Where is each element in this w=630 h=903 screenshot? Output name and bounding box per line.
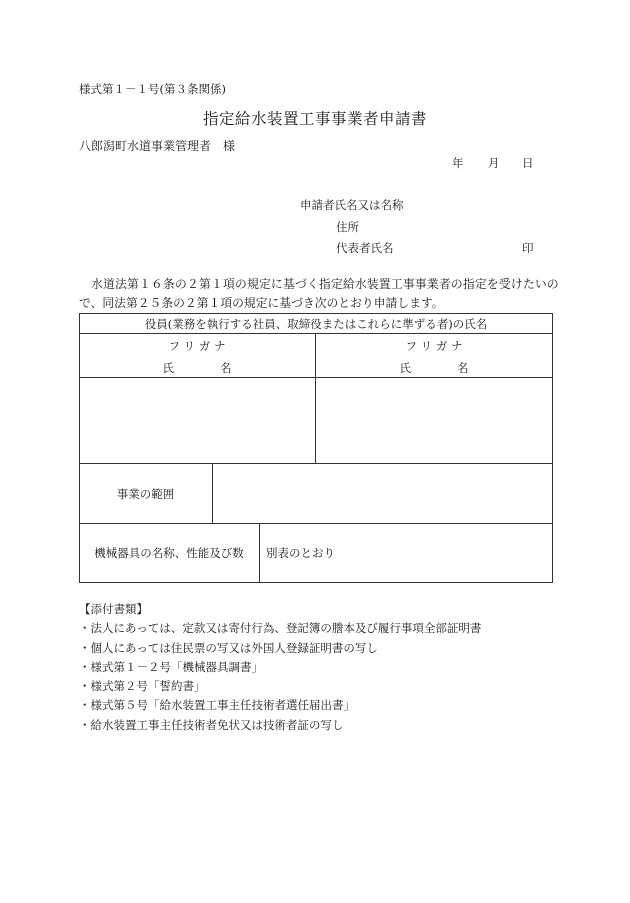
application-statement xyxy=(79,275,559,313)
attachments-heading: 【添付書類】 xyxy=(79,602,148,616)
document-title: 指定給水装置工事事業者申請書 xyxy=(202,110,427,128)
attachment-item: ・様式第５号「給水装置工事主任技術者選任届出書」 xyxy=(79,698,355,713)
table-rule xyxy=(79,377,553,378)
statement-line-1: 水道法第１６条の２第１項の規定に基づく指定給水装置工事事業者の指定を受けたいの xyxy=(91,277,559,291)
addressee: 八郎潟町水道事業管理者 様 xyxy=(79,139,236,153)
date-year: 年 xyxy=(452,156,464,170)
form-number: 様式第１－１号(第３条関係) xyxy=(79,82,226,96)
date-month: 月 xyxy=(488,156,500,170)
furigana-right-label: フ リ ガ ナ xyxy=(405,339,463,353)
representative-name-label: 代表者氏名 xyxy=(336,241,394,255)
attachment-item: ・法人にあっては、定款又は寄付行為、登記簿の謄本及び履行事項全部証明書 xyxy=(79,621,482,636)
attachment-item: ・個人にあっては住民票の写又は外国人登録証明書の写し xyxy=(79,640,378,655)
table-rule xyxy=(212,463,213,523)
business-scope-label: 事業の範囲 xyxy=(116,487,175,501)
table-rule xyxy=(79,523,553,524)
name-right-label: 氏 名 xyxy=(399,361,469,375)
attachment-item: ・給水装置工事主任技術者免状又は技術者証の写し xyxy=(79,717,344,732)
equipment-value: 別表のとおり xyxy=(266,546,335,560)
table-rule xyxy=(79,463,553,464)
officers-header: 役員(業務を執行する社員、取締役またはこれらに準ずる者)の氏名 xyxy=(144,317,488,331)
furigana-left-label: フ リ ガ ナ xyxy=(168,339,226,353)
applicant-name-label: 申請者氏名又は名称 xyxy=(300,198,404,212)
attachment-item: ・様式第２号「誓約書」 xyxy=(79,679,206,694)
equipment-label: 機械器具の名称、性能及び数 xyxy=(94,546,244,560)
table-rule xyxy=(79,333,553,334)
statement-line-2: で、同法第２５条の２第１項の規定に基づき次のとおり申請します。 xyxy=(79,296,444,310)
attachment-item: ・様式第１－２号「機械器具調書」 xyxy=(79,659,263,674)
name-left-label: 氏 名 xyxy=(162,361,232,375)
seal-mark: 印 xyxy=(522,241,534,255)
date-day: 日 xyxy=(522,156,534,170)
applicant-address-label: 住所 xyxy=(336,220,359,234)
table-rule xyxy=(259,523,260,583)
attachments-section xyxy=(79,600,481,735)
